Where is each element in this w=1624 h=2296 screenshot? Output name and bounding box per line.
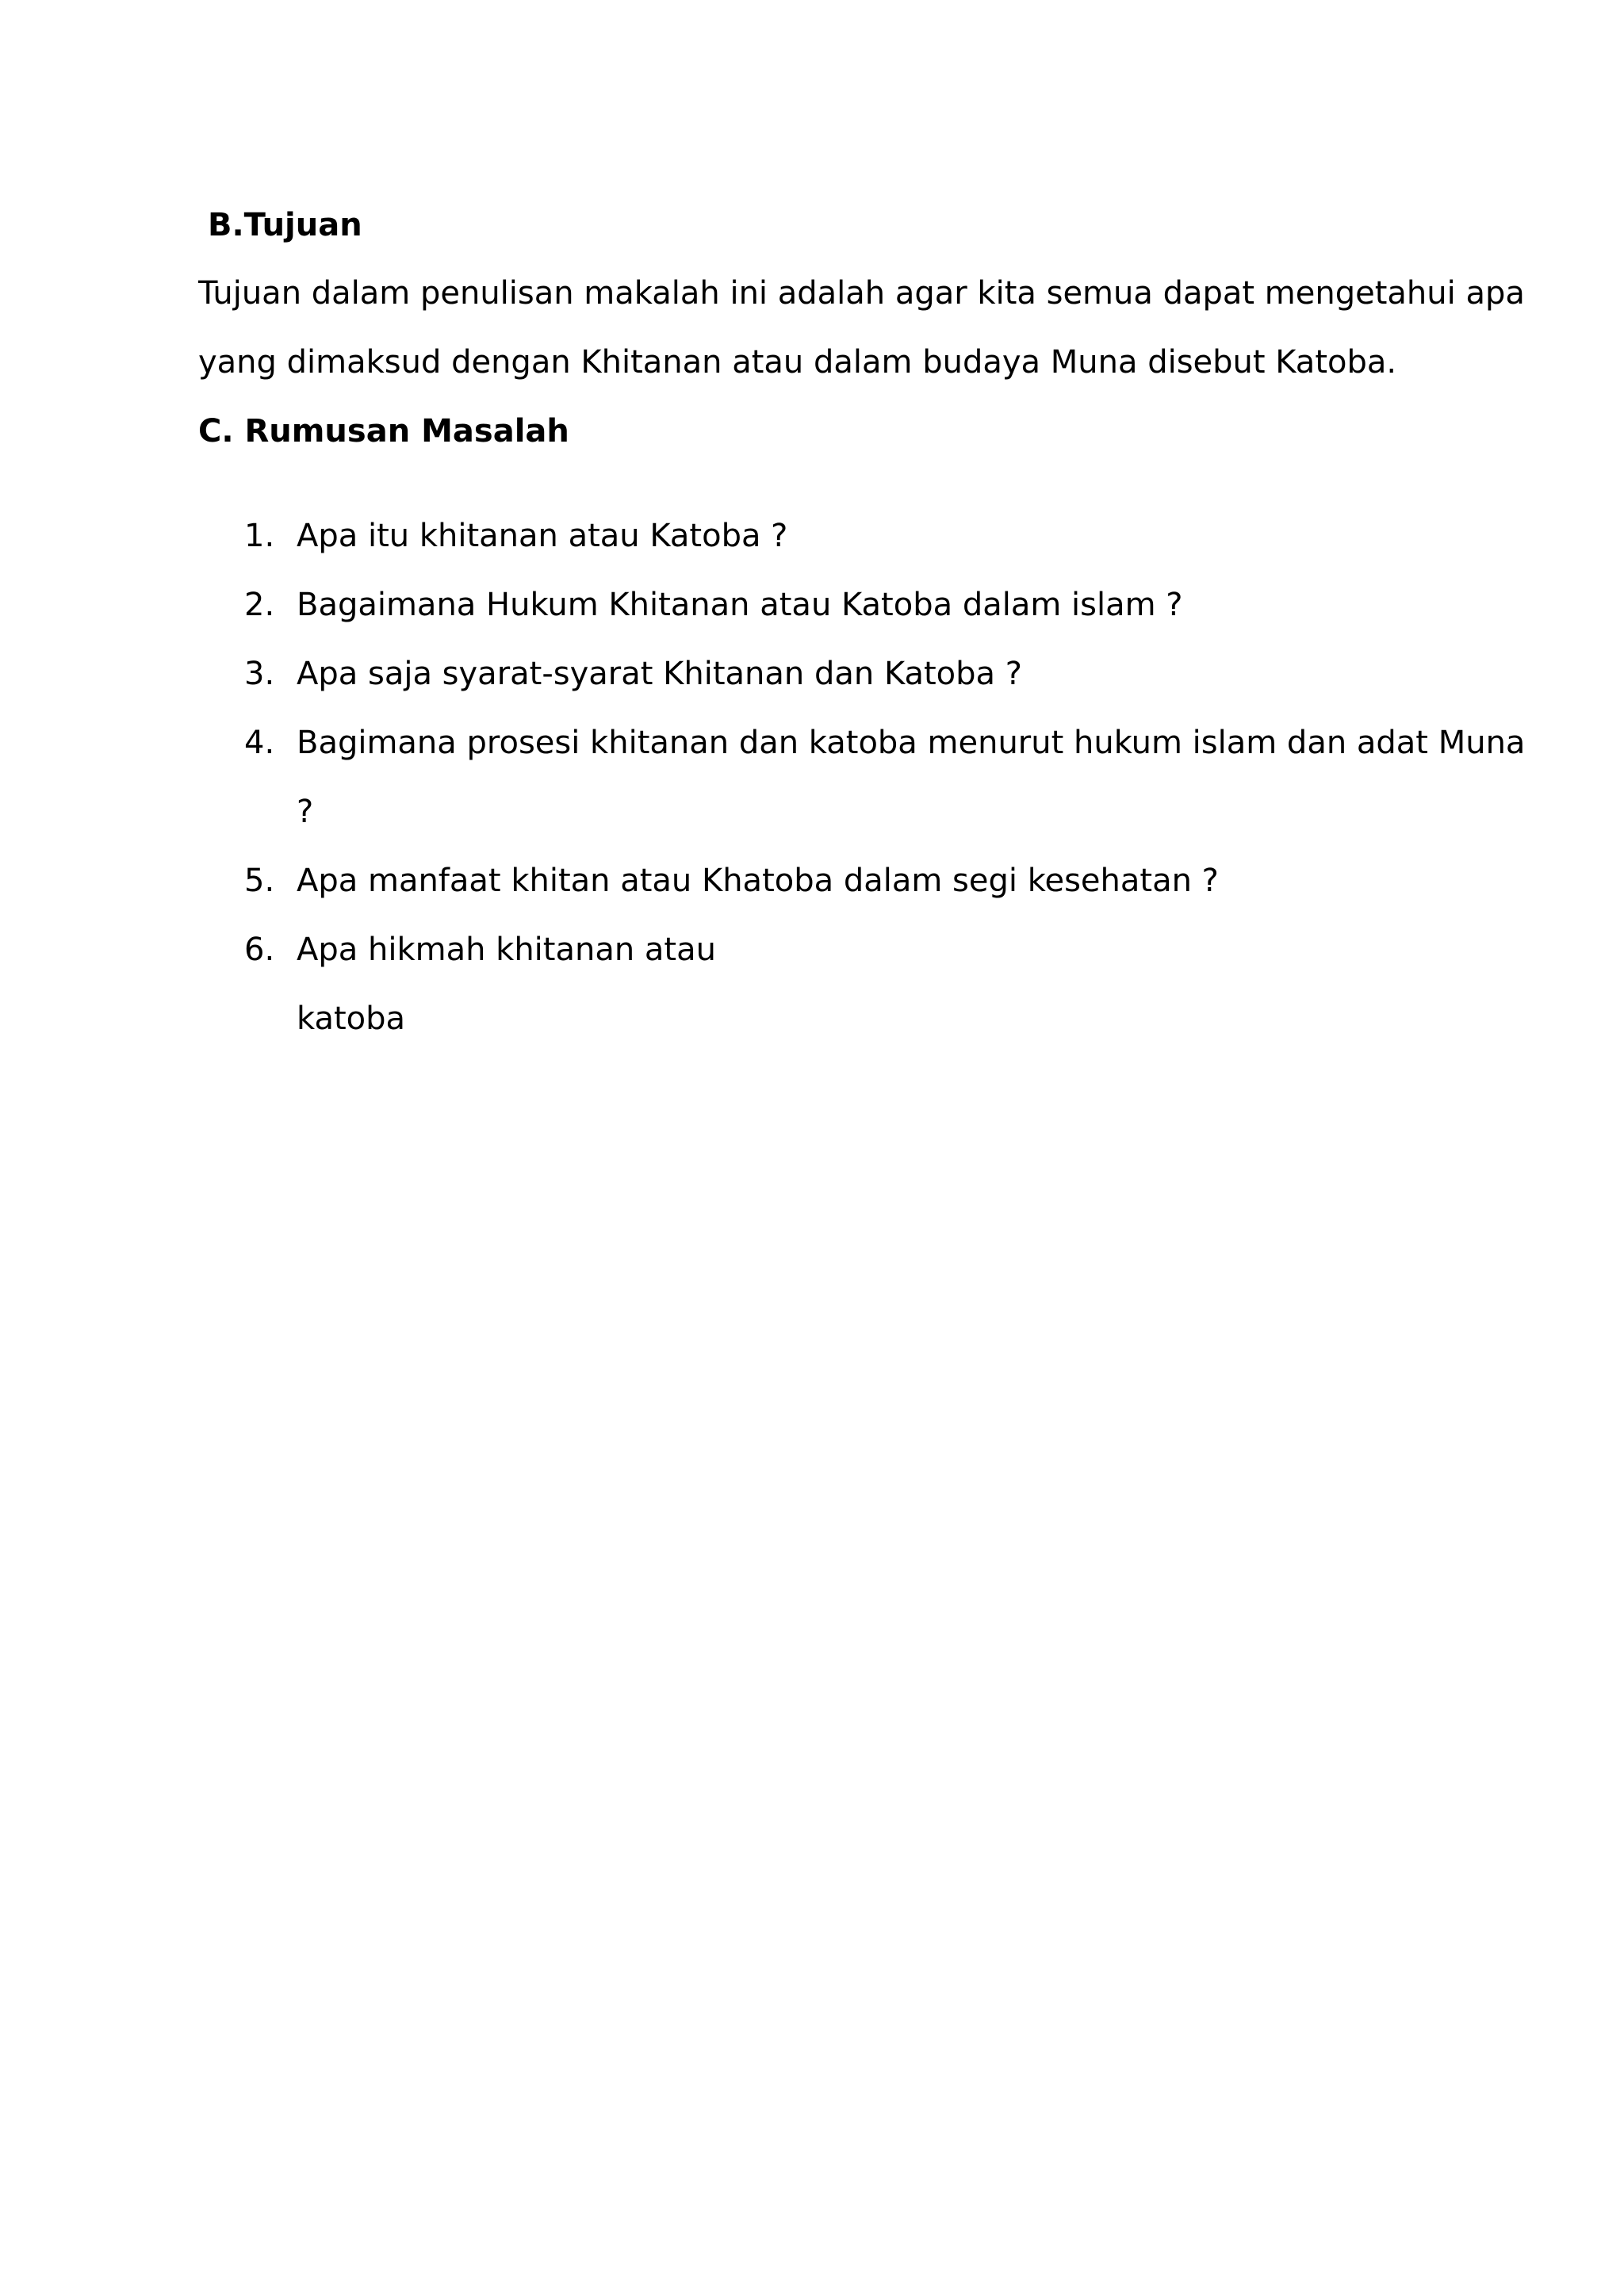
section-heading-rumusan-masalah: C. Rumusan Masalah (198, 413, 569, 450)
list-item-number: 3. (244, 656, 275, 692)
list-item-text: Apa itu khitanan atau Katoba ? (297, 518, 788, 554)
list-item-number: 5. (244, 863, 275, 899)
list-item-number: 2. (244, 587, 275, 623)
list-item-text: Apa saja syarat-syarat Khitanan dan Katoba ? (297, 656, 1022, 692)
section-heading-tujuan: B.Tujuan (208, 207, 362, 243)
list-item-text: Bagaimana Hukum Khitanan atau Katoba dalam islam ? (297, 587, 1183, 623)
list-item-text: Bagimana prosesi khitanan dan katoba menurut hukum islam dan adat Muna (297, 725, 1526, 761)
paragraph-line: yang dimaksud dengan Khitanan atau dalam budaya Muna disebut Katoba. (198, 344, 1397, 381)
list-item-number: 1. (244, 518, 275, 554)
list-item-number: 6. (244, 932, 275, 968)
paragraph-line: Tujuan dalam penulisan makalah ini adalah agar kita semua dapat mengetahui apa (198, 275, 1525, 312)
list-item-text-continuation: katoba (297, 1001, 406, 1037)
list-item-number: 4. (244, 725, 275, 761)
list-item-text: Apa manfaat khitan atau Khatoba dalam segi kesehatan ? (297, 863, 1219, 899)
list-item-text-continuation: ? (297, 794, 314, 830)
list-item-text: Apa hikmah khitanan atau (297, 932, 716, 968)
